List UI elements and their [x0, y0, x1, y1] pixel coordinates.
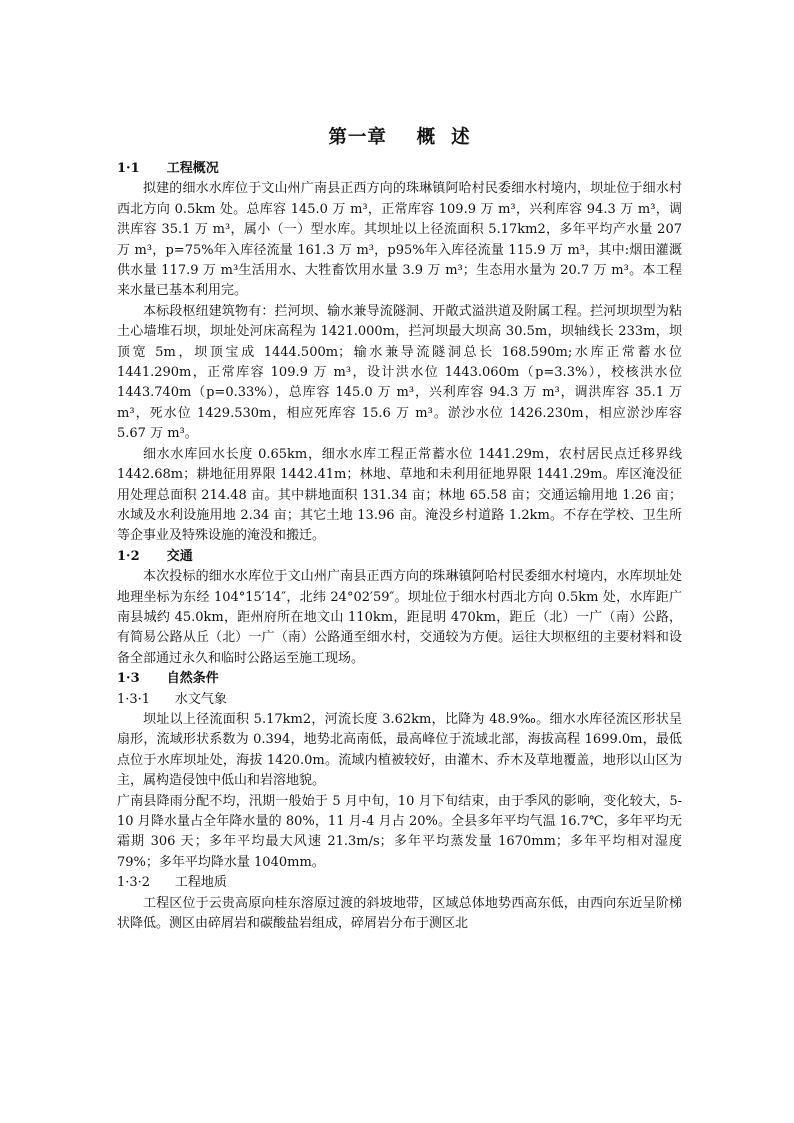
section-heading-1-3: 1·3 自然条件: [117, 671, 219, 687]
subsection-heading-1-3-1: 1·3·1 水文气象: [117, 691, 227, 707]
paragraph-hydrology: 坝址以上径流面积 5.17km2，河流长度 3.62km，比降为 48.9‰。细水水库径流区形状呈扇形，流域形状系数为 0.394，地势北高南低，最高峰位于流域北部，海拔高程 1699.0m，最低点位于水库坝址处，海拔 1420.0m。流域内植被较好，由灌木、乔木及草地覆盖，地形以山区为主，属构造侵蚀中低山和岩溶地貌。: [117, 711, 682, 789]
subsection-heading-1-3-2: 1·3·2 工程地质: [117, 875, 227, 891]
section-heading-1-1: 1·1 工程概况: [117, 161, 219, 176]
paragraph-hub-structures: 本标段枢纽建筑物有：拦河坝、输水兼导流隧洞、开敞式溢洪道及附属工程。拦河坝坝型为粘土心墙堆石坝，坝址处河床高程为 1421.000m，拦河坝最大坝高 30.5m，坝轴线长 233m，坝顶宽 5m，坝顶宝成 1444.500m；输水兼导流隧洞总长 168.590m;水库正常蓄水位 1441.290m，正常库容 109.9 万 m³，设计洪水位 1443.060m（p=3.3%），校核洪水位 1443.740m（p=0.33%），总库容 145.0 万 m³，兴利库容 94.3 万 m³，调洪库容 35.1 万 m³，死水位 1429.530m，相应死库容 15.6 万 m³。淤沙水位 1426.230m，相应淤沙库容 5.67 万 m³。: [117, 303, 682, 442]
paragraph-climate: 广南县降雨分配不均，汛期一般始于 5 月中旬，10 月下旬结束，由于季风的影响，变化较大，5-10 月降水量占全年降水量的 80%，11 月-4 月占 20%。全县多年平均气温 16.7℃，多年平均无霜期 306 天；多年平均最大风速 21.3m/s；多年平均蒸发量 1670mm；多年平均相对湿度 79%；多年平均降水量 1040mm。: [117, 793, 682, 870]
paragraph-transportation: 本次投标的细水水库位于文山州广南县正西方向的珠琳镇阿哈村民委细水村境内，水库坝址处地理坐标为东经 104°15′14″，北纬 24°02′59″。坝址位于细水村西北方向 0.5km 处，水库距广南县城约 45.0km，距州府所在地文山 110km，距昆明 470km，距丘（北）一广（南）公路，有简易公路从丘（北）一广（南）公路通至细水村，交通较为方便。运往大坝枢纽的主要材料和设备全部通过永久和临时公路运至施工现场。: [117, 569, 682, 666]
paragraph-geology: 工程区位于云贵高原向桂东溶原过渡的斜坡地带，区域总体地势西高东低，由西向东近呈阶梯状降低。测区由碎屑岩和碳酸盐岩组成，碎屑岩分布于测区北: [117, 895, 682, 932]
paragraph-project-overview: 拟建的细水水库位于文山州广南县正西方向的珠琳镇阿哈村民委细水村境内，坝址位于细水村西北方向 0.5km 处。总库容 145.0 万 m³，正常库容 109.9 万 m³，兴利库容 94.3 万 m³，调洪库容 35.1 万 m³，属小（一）型水库。其坝址以上径流面积 5.17km2，多年平均产水量 207 万 m³，p=75%年入库径流量 161.3 万 m³，p95%年入库径流量 115.9 万 m³，其中:烟田灌溉供水量 117.9 万 m³生活用水、大牲畜饮用水量 3.9 万 m³；生态用水量为 20.7 万 m³。本工程来水量已基本利用完。: [117, 181, 682, 299]
document-page: [117, 127, 682, 934]
paragraph-reservoir-inundation: 细水水库回水长度 0.65km，细水水库工程正常蓄水位 1441.29m，农村居民点迁移界线 1442.68m；耕地征用界限 1442.41m；林地、草地和未利用征地界限 1441.29m。库区淹没征用处理总面积 214.48 亩。其中耕地面积 131.34 亩；林地 65.58 亩；交通运输用地 1.26 亩；水域及水利设施用地 2.34 亩；其它土地 13.96 亩。淹没乡村道路 1.2km。不存在学校、卫生所等企事业及特殊设施的淹没和搬迁。: [117, 446, 682, 544]
section-heading-1-2: 1·2 交通: [117, 548, 193, 564]
chapter-title: 第一章 概 述: [328, 127, 471, 148]
